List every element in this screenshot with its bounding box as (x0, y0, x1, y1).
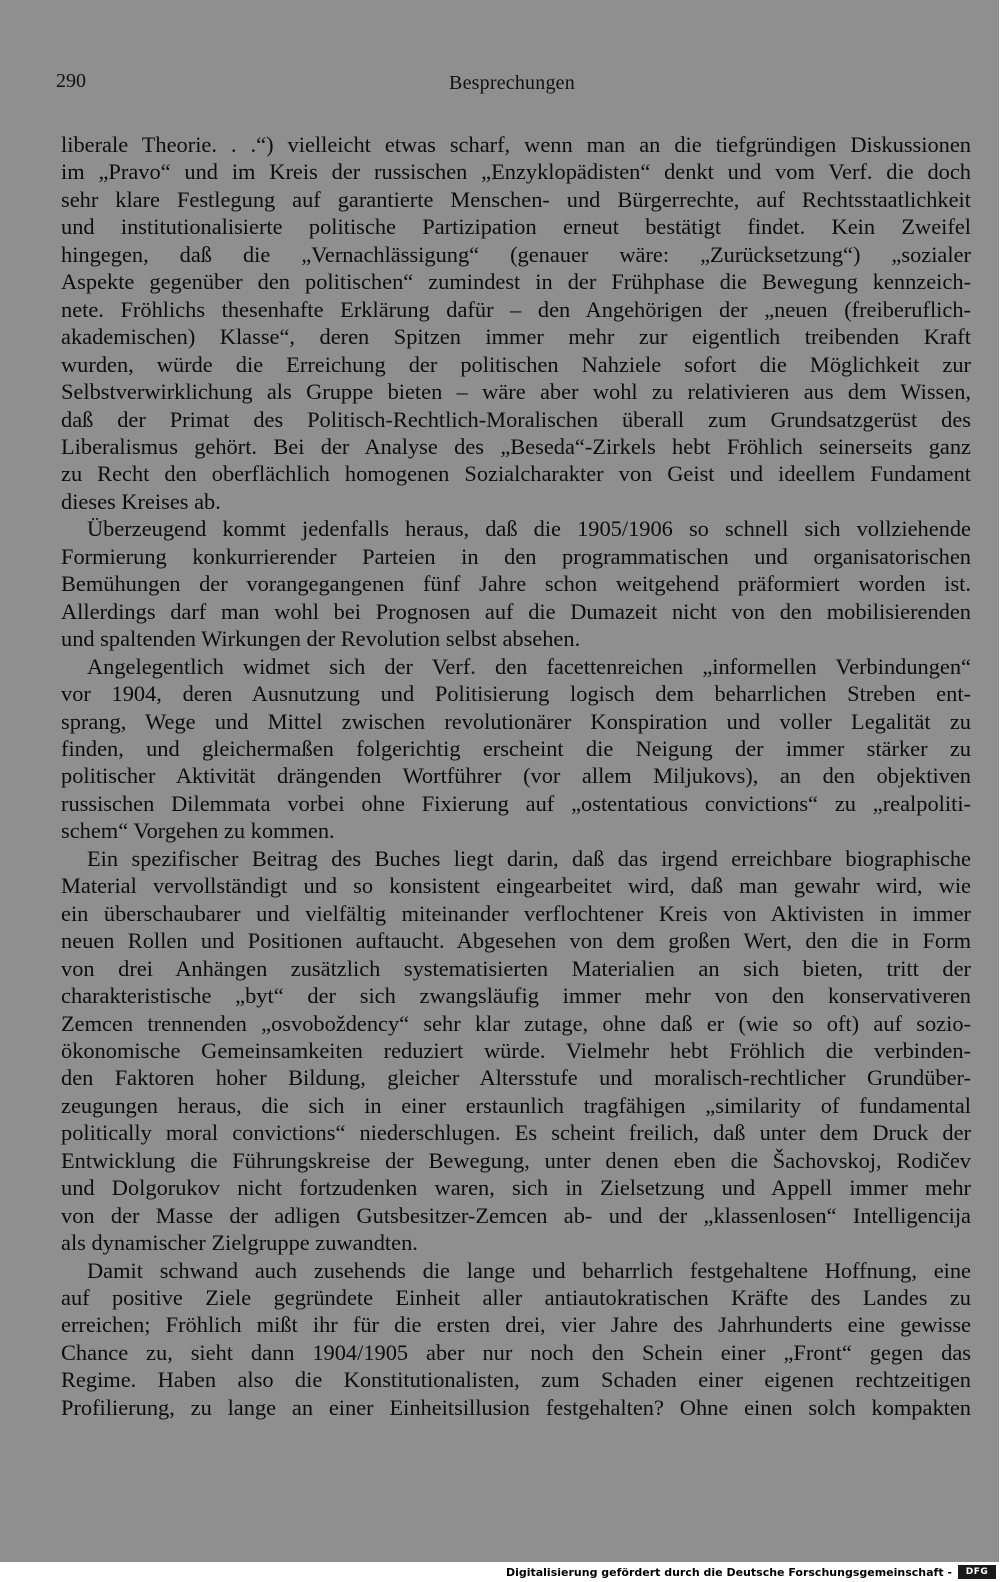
text-line: als dynamischer Zielgruppe zuwandten. (61, 1230, 418, 1256)
text-line: Regime. Haben also die Konstitutionalisten, zum Schaden einer eigenen rechtzeitigen (61, 1367, 971, 1393)
text-line: Allerdings darf man wohl bei Prognosen auf die Dumazeit nicht von den mobilisierenden (61, 598, 971, 624)
text-line: den Faktoren hoher Bildung, gleicher Altersstufe und moralisch-rechtlicher Grundüber- (61, 1065, 971, 1091)
text-line: erreichen; Fröhlich mißt ihr für die ersten drei, vier Jahre des Jahrhunderts eine gewisse (61, 1312, 971, 1338)
footer-credit: Digitalisierung gefördert durch die Deutsche Forschungsgemeinschaft - (505, 1566, 952, 1579)
text-line: Material vervollständigt und so konsistent eingearbeitet wird, daß man gewahr wird, wie (61, 873, 971, 899)
text-line: akademischen) Klasse“, deren Spitzen immer mehr zur eigentlich treibenden Kraft (61, 324, 971, 350)
text-line: sehr klare Festlegung auf garantierte Menschen- und Bürgerrechte, auf Rechtsstaatlichkeit (61, 186, 971, 212)
body-text (61, 131, 971, 1421)
text-line: und spaltenden Wirkungen der Revolution selbst absehen. (61, 626, 581, 652)
text-line: nete. Fröhlichs thesenhafte Erklärung dafür – den Angehörigen der „neuen (freiberuflich- (61, 296, 971, 322)
page-header (56, 70, 968, 100)
text-line: Profilierung, zu lange an einer Einheitsillusion festgehalten? Ohne einen solch kompakten (61, 1394, 971, 1420)
text-line: finden, und gleichermaßen folgerichtig erscheint die Neigung der immer stärker zu (61, 735, 971, 761)
text-line: im „Pravo“ und im Kreis der russischen „Enzyklopädisten“ denkt und vom Verf. die doch (61, 159, 971, 185)
text-line: Angelegentlich widmet sich der Verf. den facettenreichen „informellen Verbindungen“ (87, 653, 971, 679)
text-line: Selbstverwirklichung als Gruppe bieten – wäre aber wohl zu relativieren aus dem Wissen, (61, 379, 971, 405)
text-line: ein überschaubarer und vielfältig miteinander verflochtener Kreis von Aktivisten in immer (61, 900, 971, 926)
text-line: politischer Aktivität drängenden Wortführer (vor allem Miljukovs), an den objektiven (61, 763, 971, 789)
text-line: Damit schwand auch zusehends die lange und beharrlich festgehaltene Hoffnung, eine (87, 1257, 971, 1283)
text-line: von drei Anhängen zusätzlich systematisierten Materialien an sich bieten, tritt der (61, 955, 971, 981)
text-line: sprang, Wege und Mittel zwischen revolutionärer Konspiration und voller Legalität zu (61, 708, 971, 734)
text-line: Ein spezifischer Beitrag des Buches liegt darin, daß das irgend erreichbare biographische (87, 845, 971, 871)
text-line: dieses Kreises ab. (61, 488, 221, 514)
text-line: und Dolgorukov nicht fortzudenken waren, sich in Zielsetzung und Appell immer mehr (61, 1175, 971, 1201)
text-line: Chance zu, sieht dann 1904/1905 aber nur noch den Schein einer „Front“ gegen das (61, 1339, 971, 1365)
page-number: 290 (56, 70, 86, 92)
text-line: Liberalismus gehört. Bei der Analyse des „Beseda“-Zirkels hebt Fröhlich seinerseits ganz (61, 433, 971, 459)
text-line: liberale Theorie. . .“) vielleicht etwas scharf, wenn man an die tiefgründigen Diskussionen (61, 132, 971, 157)
text-line: vor 1904, deren Ausnutzung und Politisierung logisch dem beharrlichen Streben ent- (61, 681, 971, 707)
text-line: hingegen, daß die „Vernachlässigung“ (genauer wäre: „Zurücksetzung“) „sozialer (61, 241, 971, 267)
text-line: schem“ Vorgehen zu kommen. (61, 818, 335, 844)
text-line: Entwicklung die Führungskreise der Bewegung, unter denen eben die Šachovskoj, Rodičev (61, 1147, 971, 1173)
text-line: Zemcen trennenden „osvoboždency“ sehr klar zutage, ohne daß er (wie so oft) auf sozio- (61, 1010, 971, 1036)
text-line: wurden, würde die Erreichung der politischen Nahziele sofort die Möglichkeit zur (61, 351, 971, 377)
text-line: Aspekte gegenüber den politischen“ zumindest in der Frühphase die Bewegung kennzeich- (61, 269, 971, 295)
text-line: politically moral convictions“ niederschlugen. Es scheint freilich, daß unter dem Druck der (61, 1120, 971, 1146)
text-line: daß der Primat des Politisch-Rechtlich-Moralischen überall zum Grundsatzgerüst des (61, 406, 971, 432)
text-line: zu Recht den oberflächlich homogenen Sozialcharakter von Geist und ideellem Fundament (61, 461, 971, 487)
dfg-logo-icon: DFG (958, 1565, 996, 1579)
text-line: Formierung konkurrierender Parteien in den programmatischen und organisatorischen (61, 543, 971, 569)
text-line: auf positive Ziele gegründete Einheit aller antiautokratischen Kräfte des Landes zu (61, 1285, 971, 1311)
text-line: Überzeugend kommt jedenfalls heraus, daß die 1905/1906 so schnell sich vollziehende (87, 516, 971, 542)
text-line: zeugungen heraus, die sich in einer erstaunlich tragfähigen „similarity of fundamental (61, 1092, 971, 1118)
text-line: russischen Dilemmata vorbei ohne Fixierung auf „ostentatious convictions“ zu „realpoliti- (61, 790, 971, 816)
text-line: und institutionalisierte politische Partizipation erneut bestätigt findet. Kein Zweifel (61, 214, 971, 240)
text-line: charakteristische „byt“ der sich zwangsläufig immer mehr von den konservativeren (61, 983, 971, 1009)
running-title: Besprechungen (449, 72, 575, 94)
text-line: neuen Rollen und Positionen auftaucht. Abgesehen von dem großen Wert, den die in Form (61, 928, 971, 954)
footer-bar (0, 1562, 1000, 1582)
text-line: von der Masse der adligen Gutsbesitzer-Zemcen ab- und der „klassenlosen“ Intelligencija (61, 1202, 971, 1228)
text-line: ökonomische Gemeinsamkeiten reduziert würde. Vielmehr hebt Fröhlich die verbinden- (61, 1037, 971, 1063)
text-line: Bemühungen der vorangegangenen fünf Jahre schon weitgehend präformiert worden ist. (61, 571, 971, 597)
